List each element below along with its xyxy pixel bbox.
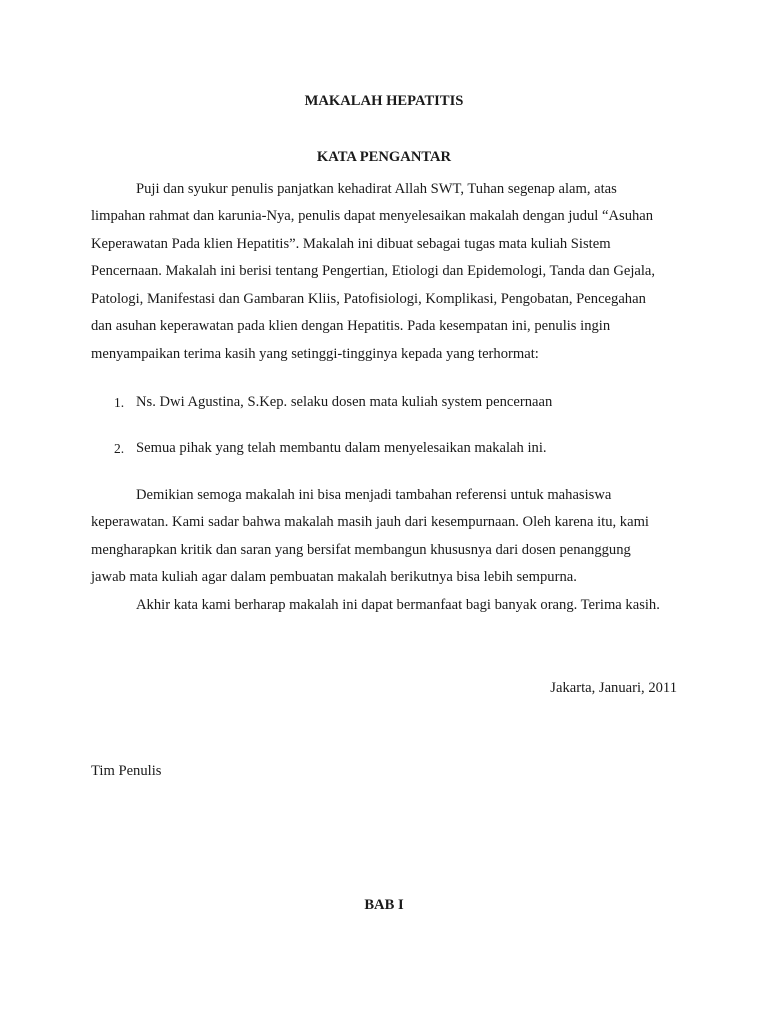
paragraph-line: dan asuhan keperawatan pada klien dengan Hepatitis. Pada kesempatan ini, penulis ingin [91, 318, 611, 334]
list-item-text: Ns. Dwi Agustina, S.Kep. selaku dosen mata kuliah system pencernaan [136, 394, 553, 410]
paragraph-line: keperawatan. Kami sadar bahwa makalah masih jauh dari kesempurnaan. Oleh karena itu, kami [91, 514, 649, 530]
paragraph-line: Patologi, Manifestasi dan Gambaran Kliis, Patofisiologi, Komplikasi, Pengobatan, Pencegahan [91, 291, 646, 307]
paragraph-line: Pencernaan. Makalah ini berisi tentang Pengertian, Etiologi dan Epidemologi, Tanda dan Gejala, [91, 263, 656, 279]
list-item-text: Semua pihak yang telah membantu dalam menyelesaikan makalah ini. [136, 440, 547, 456]
paragraph-line: Akhir kata kami berharap makalah ini dapat bermanfaat bagi banyak orang. Terima kasih. [136, 597, 660, 613]
paragraph-line: jawab mata kuliah agar dalam pembuatan makalah berikutnya bisa lebih sempurna. [91, 569, 577, 585]
author-signature: Tim Penulis [91, 763, 162, 779]
chapter-heading: BAB I [364, 897, 404, 913]
place-date: Jakarta, Januari, 2011 [550, 680, 677, 696]
paragraph-line: menyampaikan terima kasih yang setinggi-tingginya kepada yang terhormat: [91, 346, 539, 362]
list-number: 2. [114, 441, 125, 456]
paragraph-line: Demikian semoga makalah ini bisa menjadi tambahan referensi untuk mahasiswa [136, 487, 612, 503]
document-title: MAKALAH HEPATITIS [304, 93, 464, 109]
list-number: 1. [114, 395, 125, 410]
section-title: KATA PENGANTAR [316, 149, 452, 165]
paragraph-line: limpahan rahmat dan karunia-Nya, penulis dapat menyelesaikan makalah dengan judul “Asuhan [91, 208, 654, 224]
paragraph-line: mengharapkan kritik dan saran yang bersifat membangun khususnya dari dosen penanggung [91, 542, 631, 558]
paragraph-line: Puji dan syukur penulis panjatkan kehadirat Allah SWT, Tuhan segenap alam, atas [136, 181, 617, 197]
paragraph-line: Keperawatan Pada klien Hepatitis”. Makalah ini dibuat sebagai tugas mata kuliah Sistem [91, 236, 611, 252]
